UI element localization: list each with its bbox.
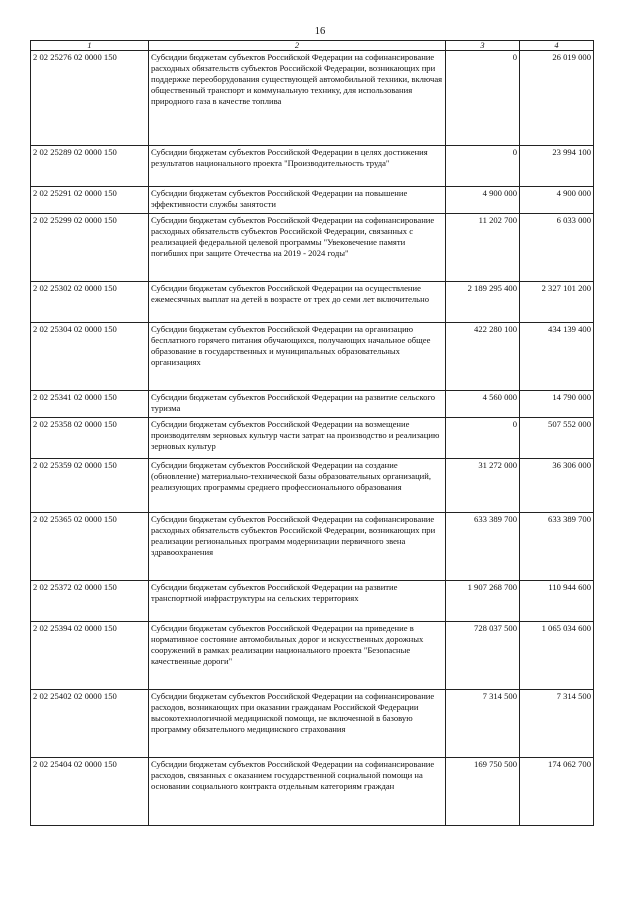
row-description: Субсидии бюджетам субъектов Российской Федерации на софинансирование расходных обязательств субъектов Российской Федерации, возникающих при реализации региональных программ модернизации первичного звена здравоохранения: [149, 513, 446, 581]
table-row: [31, 513, 594, 581]
table-row: [31, 51, 594, 146]
table-row: [31, 391, 594, 418]
row-description: Субсидии бюджетам субъектов Российской Федерации на приведение в нормативное состояние автомобильных дорог и искусственных дорожных сооружений в рамках реализации национального проекта "Безопасные качественные дороги": [149, 622, 446, 690]
row-value-col4: 1 065 034 600: [520, 622, 594, 690]
row-description: Субсидии бюджетам субъектов Российской Федерации на создание (обновление) материально-технической базы образовательных организаций, реализующих программы среднего профессионального образования: [149, 459, 446, 513]
row-description: Субсидии бюджетам субъектов Российской Федерации на возмещение производителям зерновых культур части затрат на производство и реализацию зерновых культур: [149, 418, 446, 459]
row-description: Субсидии бюджетам субъектов Российской Федерации на софинансирование расходных обязательств субъектов Российской Федерации, возникающих при поддержке переоборудования существующей автомобильной техники, включая общественный транспорт и коммунальную технику, для использования природного газа в качестве топлива: [149, 51, 446, 146]
row-code: 2 02 25394 02 0000 150: [31, 622, 149, 690]
row-value-col3: 0: [446, 418, 520, 459]
row-description: Субсидии бюджетам субъектов Российской Федерации на повышение эффективности службы занятости: [149, 187, 446, 214]
row-value-col3: 422 280 100: [446, 323, 520, 391]
row-code: 2 02 25302 02 0000 150: [31, 282, 149, 323]
row-code: 2 02 25289 02 0000 150: [31, 146, 149, 187]
table-row: [31, 282, 594, 323]
column-header-2: 2: [149, 41, 446, 51]
row-code: 2 02 25404 02 0000 150: [31, 758, 149, 826]
row-value-col3: 7 314 500: [446, 690, 520, 758]
row-code: 2 02 25299 02 0000 150: [31, 214, 149, 282]
row-value-col3: 0: [446, 146, 520, 187]
table-row: [31, 622, 594, 690]
row-value-col4: 434 139 400: [520, 323, 594, 391]
table-row: [31, 758, 594, 826]
table-row: [31, 146, 594, 187]
row-value-col3: 2 189 295 400: [446, 282, 520, 323]
column-header-4: 4: [520, 41, 594, 51]
column-header-1: 1: [31, 41, 149, 51]
row-description: Субсидии бюджетам субъектов Российской Федерации на софинансирование расходных обязательств субъектов Российской Федерации, связанных с реализацией федеральной целевой программы "Увековечение памяти погибших при защите Отечества на 2019 - 2024 годы": [149, 214, 446, 282]
row-code: 2 02 25291 02 0000 150: [31, 187, 149, 214]
row-value-col3: 11 202 700: [446, 214, 520, 282]
row-value-col3: 1 907 268 700: [446, 581, 520, 622]
row-value-col3: 169 750 500: [446, 758, 520, 826]
budget-table: [30, 40, 594, 826]
row-value-col4: 174 062 700: [520, 758, 594, 826]
row-value-col3: 0: [446, 51, 520, 146]
row-value-col4: 110 944 600: [520, 581, 594, 622]
row-description: Субсидии бюджетам субъектов Российской Федерации на организацию бесплатного горячего питания обучающихся, получающих начальное общее образование в государственных и муниципальных образовательных организациях: [149, 323, 446, 391]
table-header-row: [31, 41, 594, 51]
row-description: Субсидии бюджетам субъектов Российской Федерации на развитие транспортной инфраструктуры на сельских территориях: [149, 581, 446, 622]
row-description: Субсидии бюджетам субъектов Российской Федерации на софинансирование расходов, связанных с оказанием государственной социальной помощи на основании социального контракта отдельным категориям граждан: [149, 758, 446, 826]
row-value-col4: 23 994 100: [520, 146, 594, 187]
row-value-col4: 26 019 000: [520, 51, 594, 146]
page-number: 16: [314, 26, 326, 37]
row-value-col4: 633 389 700: [520, 513, 594, 581]
row-value-col4: 4 900 000: [520, 187, 594, 214]
row-code: 2 02 25365 02 0000 150: [31, 513, 149, 581]
table-row: [31, 323, 594, 391]
row-value-col3: 728 037 500: [446, 622, 520, 690]
table-row: [31, 418, 594, 459]
row-value-col4: 14 790 000: [520, 391, 594, 418]
table-row: [31, 581, 594, 622]
table-body: [31, 51, 594, 826]
row-code: 2 02 25359 02 0000 150: [31, 459, 149, 513]
row-code: 2 02 25358 02 0000 150: [31, 418, 149, 459]
row-value-col4: 2 327 101 200: [520, 282, 594, 323]
row-value-col3: 633 389 700: [446, 513, 520, 581]
table-row: [31, 459, 594, 513]
row-value-col4: 6 033 000: [520, 214, 594, 282]
table-row: [31, 690, 594, 758]
row-value-col4: 7 314 500: [520, 690, 594, 758]
row-description: Субсидии бюджетам субъектов Российской Федерации на развитие сельского туризма: [149, 391, 446, 418]
row-description: Субсидии бюджетам субъектов Российской Федерации в целях достижения результатов национального проекта "Производительность труда": [149, 146, 446, 187]
row-value-col4: 507 552 000: [520, 418, 594, 459]
row-value-col3: 4 900 000: [446, 187, 520, 214]
row-value-col3: 31 272 000: [446, 459, 520, 513]
column-header-3: 3: [446, 41, 520, 51]
row-description: Субсидии бюджетам субъектов Российской Федерации на софинансирование расходов, возникающих при оказании гражданам Российской Федерации высокотехнологичной медицинской помощи, не включенной в базовую программу обязательного медицинского страхования: [149, 690, 446, 758]
row-code: 2 02 25402 02 0000 150: [31, 690, 149, 758]
row-value-col3: 4 560 000: [446, 391, 520, 418]
row-code: 2 02 25372 02 0000 150: [31, 581, 149, 622]
row-value-col4: 36 306 000: [520, 459, 594, 513]
table-row: [31, 187, 594, 214]
row-code: 2 02 25276 02 0000 150: [31, 51, 149, 146]
row-code: 2 02 25304 02 0000 150: [31, 323, 149, 391]
row-code: 2 02 25341 02 0000 150: [31, 391, 149, 418]
table-row: [31, 214, 594, 282]
row-description: Субсидии бюджетам субъектов Российской Федерации на осуществление ежемесячных выплат на детей в возрасте от трех до семи лет включительно: [149, 282, 446, 323]
